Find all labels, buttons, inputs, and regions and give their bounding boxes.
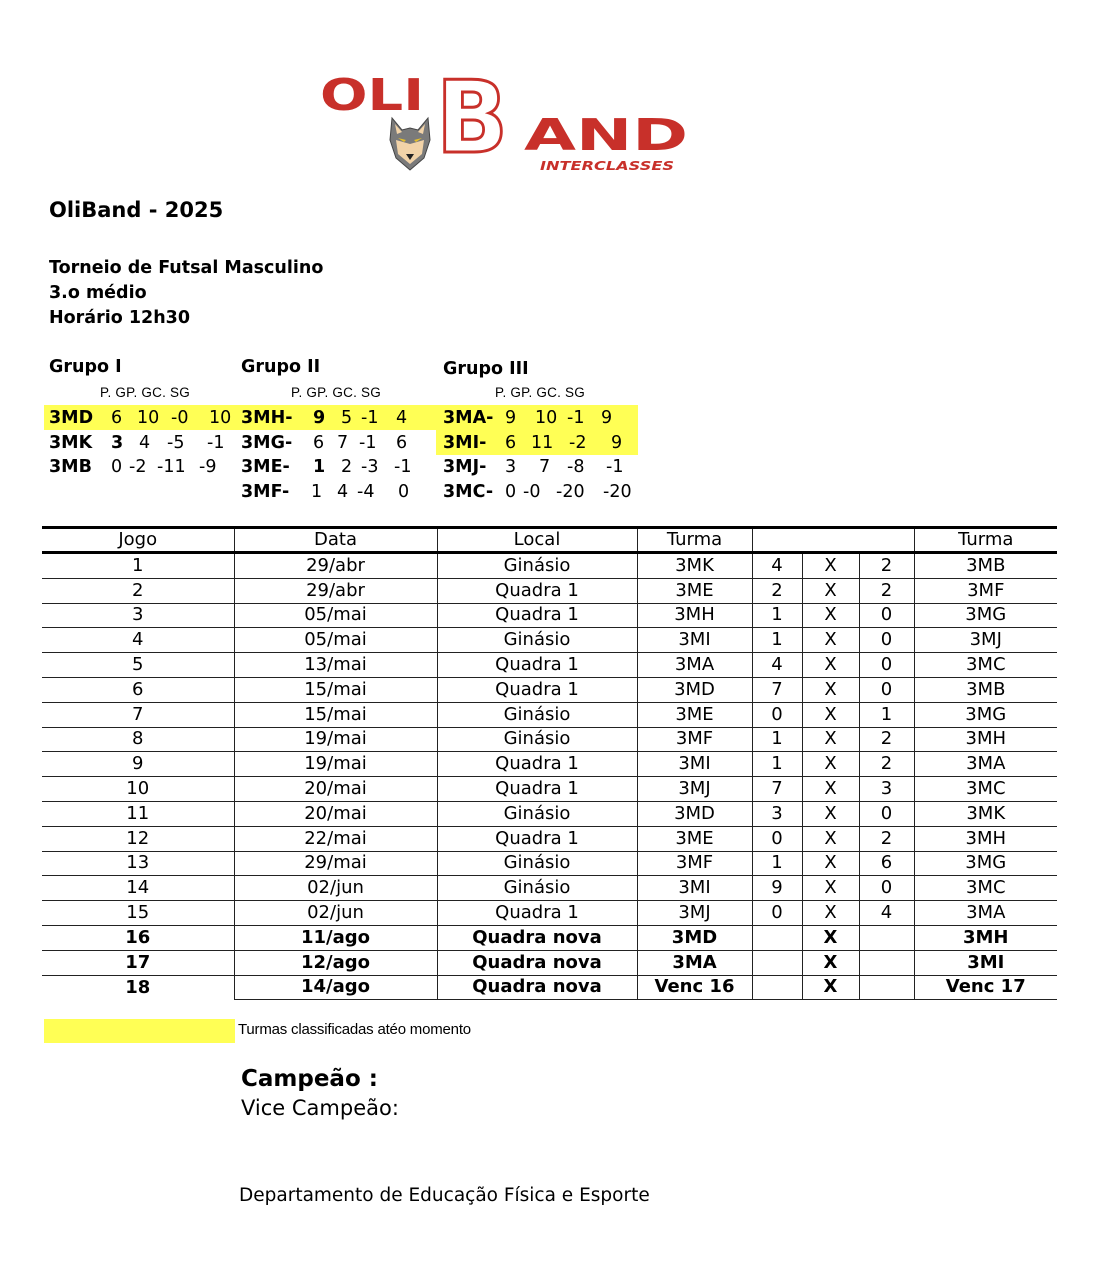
vice-champion-label: Vice Campeão: xyxy=(241,1096,399,1120)
header-turma-away: Turma xyxy=(914,528,1057,553)
cell-score-away: 0 xyxy=(859,677,914,702)
cell-score-away: 0 xyxy=(859,653,914,678)
cell-score-home: 1 xyxy=(752,628,802,653)
cell-score-home xyxy=(752,950,802,975)
standing-team: 3MC- xyxy=(443,482,494,502)
table-row xyxy=(42,702,1057,727)
cell-local: Ginásio xyxy=(437,851,637,876)
cell-versus: X xyxy=(802,901,859,926)
standing-gp: 10 xyxy=(137,408,160,428)
cell-data: 15/mai xyxy=(234,677,437,702)
table-row xyxy=(42,925,1057,950)
cell-data: 02/jun xyxy=(234,901,437,926)
table-row xyxy=(42,950,1057,975)
cell-jogo: 9 xyxy=(42,752,234,777)
standing-points: 9 xyxy=(505,408,517,428)
cell-turma-home: 3MD xyxy=(637,925,752,950)
cell-turma-away: 3MA xyxy=(914,752,1057,777)
cell-turma-home: 3ME xyxy=(637,578,752,603)
cell-turma-home: Venc 16 xyxy=(637,975,752,1000)
cell-jogo: 5 xyxy=(42,653,234,678)
standing-team: 3MI- xyxy=(443,433,487,453)
cell-turma-home: 3MA xyxy=(637,950,752,975)
cell-versus: X xyxy=(802,925,859,950)
cell-jogo: 17 xyxy=(42,950,234,975)
cell-turma-away: 3MC xyxy=(914,876,1057,901)
cell-turma-home: 3MA xyxy=(637,653,752,678)
cell-versus: X xyxy=(802,553,859,579)
cell-data: 14/ago xyxy=(234,975,437,1000)
cell-turma-away: 3MB xyxy=(914,553,1057,579)
cell-data: 22/mai xyxy=(234,826,437,851)
cell-local: Quadra 1 xyxy=(437,653,637,678)
cell-local: Ginásio xyxy=(437,727,637,752)
cell-jogo: 1 xyxy=(42,553,234,579)
standing-sg: 9 xyxy=(611,433,623,453)
cell-turma-home: 3MI xyxy=(637,876,752,901)
cell-score-away: 2 xyxy=(859,578,914,603)
cell-turma-away: 3MB xyxy=(914,677,1057,702)
standing-team: 3MG- xyxy=(241,433,293,453)
champion-label: Campeão : xyxy=(241,1066,378,1092)
cell-jogo: 7 xyxy=(42,702,234,727)
cell-data: 05/mai xyxy=(234,628,437,653)
logo-text-and: AND xyxy=(524,110,688,161)
standing-gc: -20 xyxy=(556,482,585,502)
cell-data: 02/jun xyxy=(234,876,437,901)
cell-local: Quadra nova xyxy=(437,975,637,1000)
cell-turma-away: 3MK xyxy=(914,801,1057,826)
oliband-logo xyxy=(318,66,698,176)
cell-turma-away: Venc 17 xyxy=(914,975,1057,1000)
cell-local: Ginásio xyxy=(437,702,637,727)
standing-points: 6 xyxy=(505,433,517,453)
standing-points: 0 xyxy=(505,482,517,502)
standing-points: 3 xyxy=(111,433,124,453)
cell-jogo: 13 xyxy=(42,851,234,876)
logo-tagline: INTERCLASSES xyxy=(540,159,674,173)
department-footer: Departamento de Educação Física e Esporte xyxy=(239,1185,650,1206)
cell-versus: X xyxy=(802,677,859,702)
cell-local: Quadra 1 xyxy=(437,752,637,777)
cell-turma-away: 3MG xyxy=(914,851,1057,876)
standing-gp: 2 xyxy=(341,457,353,477)
cell-score-away: 2 xyxy=(859,727,914,752)
standing-gc: -3 xyxy=(361,457,379,477)
cell-local: Quadra 1 xyxy=(437,578,637,603)
cell-turma-away: 3MH xyxy=(914,826,1057,851)
standing-team: 3MA- xyxy=(443,408,494,428)
table-header-row xyxy=(42,528,1057,553)
standing-points: 6 xyxy=(111,408,123,428)
standing-sg: 0 xyxy=(398,482,410,502)
cell-jogo: 10 xyxy=(42,777,234,802)
cell-local: Ginásio xyxy=(437,553,637,579)
table-row xyxy=(42,975,1057,1000)
header-local: Local xyxy=(437,528,637,553)
standing-gp: -2 xyxy=(129,457,147,477)
table-row xyxy=(42,801,1057,826)
cell-versus: X xyxy=(802,826,859,851)
cell-score-away: 1 xyxy=(859,702,914,727)
standing-gc: -0 xyxy=(171,408,189,428)
standing-gc: -1 xyxy=(567,408,585,428)
cell-turma-home: 3MJ xyxy=(637,901,752,926)
cell-turma-away: 3MI xyxy=(914,950,1057,975)
standing-sg: -1 xyxy=(394,457,412,477)
cell-score-home: 2 xyxy=(752,578,802,603)
cell-score-away: 3 xyxy=(859,777,914,802)
cell-score-away: 4 xyxy=(859,901,914,926)
cell-score-away: 2 xyxy=(859,553,914,579)
standing-sg: 10 xyxy=(209,408,232,428)
standing-team: 3MB xyxy=(49,457,92,477)
cell-turma-away: 3MH xyxy=(914,925,1057,950)
cell-versus: X xyxy=(802,801,859,826)
standing-gp: 7 xyxy=(539,457,551,477)
standing-points: 6 xyxy=(313,433,325,453)
cell-jogo: 4 xyxy=(42,628,234,653)
standing-sg: -9 xyxy=(199,457,217,477)
header-jogo: Jogo xyxy=(42,528,234,553)
cell-jogo: 8 xyxy=(42,727,234,752)
cell-score-home: 4 xyxy=(752,553,802,579)
cell-score-home xyxy=(752,975,802,1000)
cell-turma-away: 3MC xyxy=(914,777,1057,802)
cell-jogo: 11 xyxy=(42,801,234,826)
cell-turma-home: 3MH xyxy=(637,603,752,628)
table-row xyxy=(42,553,1057,579)
cell-data: 19/mai xyxy=(234,752,437,777)
match-schedule-table xyxy=(42,526,1057,1000)
cell-score-away: 2 xyxy=(859,826,914,851)
cell-local: Quadra 1 xyxy=(437,826,637,851)
cell-versus: X xyxy=(802,752,859,777)
cell-score-away: 0 xyxy=(859,603,914,628)
table-row xyxy=(42,752,1057,777)
cell-versus: X xyxy=(802,653,859,678)
cell-score-away xyxy=(859,975,914,1000)
cell-score-home: 1 xyxy=(752,727,802,752)
cell-local: Quadra 1 xyxy=(437,777,637,802)
standing-gc: -11 xyxy=(157,457,186,477)
standing-team: 3MJ- xyxy=(443,457,487,477)
cell-data: 11/ago xyxy=(234,925,437,950)
cell-score-home: 0 xyxy=(752,702,802,727)
cell-versus: X xyxy=(802,702,859,727)
cell-turma-home: 3ME xyxy=(637,826,752,851)
cell-score-away: 0 xyxy=(859,628,914,653)
cell-score-home: 1 xyxy=(752,851,802,876)
group-columns-header-1: P. GP. GC. SG xyxy=(100,385,190,400)
cell-score-home: 1 xyxy=(752,752,802,777)
cell-turma-away: 3MH xyxy=(914,727,1057,752)
cell-score-home xyxy=(752,925,802,950)
standing-gp: 7 xyxy=(337,433,349,453)
cell-turma-home: 3MK xyxy=(637,553,752,579)
cell-turma-home: 3MF xyxy=(637,851,752,876)
cell-jogo: 12 xyxy=(42,826,234,851)
cell-turma-home: 3MD xyxy=(637,677,752,702)
table-row xyxy=(42,653,1057,678)
header-turma-home: Turma xyxy=(637,528,752,553)
standing-sg: 6 xyxy=(396,433,408,453)
standing-points: 1 xyxy=(313,457,326,477)
standing-points: 3 xyxy=(505,457,517,477)
standing-team: 3MH- xyxy=(241,408,293,428)
legend-text: Turmas classificadas atéo momento xyxy=(238,1021,471,1038)
standing-sg: 4 xyxy=(396,408,408,428)
legend-highlight-swatch xyxy=(44,1019,235,1043)
cell-score-away: 0 xyxy=(859,801,914,826)
cell-local: Quadra nova xyxy=(437,925,637,950)
standing-gc: -1 xyxy=(361,408,379,428)
standing-sg: -1 xyxy=(606,457,624,477)
standing-team: 3MD xyxy=(49,408,94,428)
cell-local: Ginásio xyxy=(437,876,637,901)
logo-text-oli: OLI xyxy=(320,70,424,121)
cell-data: 12/ago xyxy=(234,950,437,975)
standing-sg: -1 xyxy=(207,433,225,453)
cell-versus: X xyxy=(802,851,859,876)
cell-score-home: 0 xyxy=(752,826,802,851)
standing-gc: -1 xyxy=(359,433,377,453)
cell-turma-home: 3MI xyxy=(637,752,752,777)
cell-jogo: 3 xyxy=(42,603,234,628)
group-title-2: Grupo II xyxy=(241,357,321,377)
cell-jogo: 15 xyxy=(42,901,234,926)
cell-jogo: 2 xyxy=(42,578,234,603)
table-row xyxy=(42,876,1057,901)
cell-versus: X xyxy=(802,727,859,752)
cell-score-home: 9 xyxy=(752,876,802,901)
group-title-3: Grupo III xyxy=(443,359,529,379)
standing-team: 3MF- xyxy=(241,482,290,502)
logo-text-b: B xyxy=(436,66,508,176)
group-title-1: Grupo I xyxy=(49,357,122,377)
cell-local: Ginásio xyxy=(437,628,637,653)
group-columns-header-2: P. GP. GC. SG xyxy=(291,385,381,400)
group-columns-header-3: P. GP. GC. SG xyxy=(495,385,585,400)
standing-points: 0 xyxy=(111,457,123,477)
standing-points: 1 xyxy=(311,482,323,502)
tournament-name: Torneio de Futsal Masculino xyxy=(49,258,324,278)
cell-turma-home: 3MJ xyxy=(637,777,752,802)
cell-versus: X xyxy=(802,950,859,975)
table-row xyxy=(42,901,1057,926)
cell-versus: X xyxy=(802,975,859,1000)
cell-score-away xyxy=(859,925,914,950)
table-row xyxy=(42,578,1057,603)
cell-local: Quadra nova xyxy=(437,950,637,975)
cell-jogo: 16 xyxy=(42,925,234,950)
standing-team: 3ME- xyxy=(241,457,290,477)
wolf-icon xyxy=(390,118,430,170)
cell-score-home: 7 xyxy=(752,777,802,802)
cell-score-home: 7 xyxy=(752,677,802,702)
cell-versus: X xyxy=(802,876,859,901)
cell-versus: X xyxy=(802,578,859,603)
cell-turma-home: 3MI xyxy=(637,628,752,653)
cell-data: 29/abr xyxy=(234,553,437,579)
standing-gc: -2 xyxy=(569,433,587,453)
cell-data: 15/mai xyxy=(234,702,437,727)
cell-local: Quadra 1 xyxy=(437,901,637,926)
cell-versus: X xyxy=(802,603,859,628)
standing-gc: -8 xyxy=(567,457,585,477)
table-row xyxy=(42,603,1057,628)
cell-turma-away: 3MF xyxy=(914,578,1057,603)
cell-data: 29/mai xyxy=(234,851,437,876)
cell-turma-home: 3MF xyxy=(637,727,752,752)
standing-points: 9 xyxy=(313,408,326,428)
cell-jogo: 14 xyxy=(42,876,234,901)
cell-turma-away: 3MJ xyxy=(914,628,1057,653)
cell-turma-away: 3MG xyxy=(914,702,1057,727)
cell-score-away xyxy=(859,950,914,975)
table-row xyxy=(42,677,1057,702)
schedule-time: Horário 12h30 xyxy=(49,308,191,328)
cell-score-away: 6 xyxy=(859,851,914,876)
cell-data: 20/mai xyxy=(234,777,437,802)
header-score xyxy=(752,528,914,553)
grade-level: 3.o médio xyxy=(49,283,147,303)
table-row xyxy=(42,777,1057,802)
table-row xyxy=(42,826,1057,851)
standing-gc: -4 xyxy=(357,482,375,502)
cell-jogo: 18 xyxy=(125,976,151,998)
cell-score-home: 3 xyxy=(752,801,802,826)
cell-local: Quadra 1 xyxy=(437,677,637,702)
cell-score-home: 1 xyxy=(752,603,802,628)
cell-data: 29/abr xyxy=(234,578,437,603)
standing-gp: 11 xyxy=(531,433,554,453)
cell-data: 20/mai xyxy=(234,801,437,826)
cell-turma-away: 3MG xyxy=(914,603,1057,628)
cell-score-home: 0 xyxy=(752,901,802,926)
cell-score-home: 4 xyxy=(752,653,802,678)
cell-versus: X xyxy=(802,777,859,802)
standing-gp: 10 xyxy=(535,408,558,428)
cell-turma-away: 3MC xyxy=(914,653,1057,678)
cell-turma-away: 3MA xyxy=(914,901,1057,926)
cell-local: Ginásio xyxy=(437,801,637,826)
standing-gc: -5 xyxy=(167,433,185,453)
header-data: Data xyxy=(234,528,437,553)
cell-data: 05/mai xyxy=(234,603,437,628)
standing-sg: -20 xyxy=(603,482,632,502)
standing-gp: 5 xyxy=(341,408,353,428)
cell-turma-home: 3ME xyxy=(637,702,752,727)
cell-local: Quadra 1 xyxy=(437,603,637,628)
cell-turma-home: 3MD xyxy=(637,801,752,826)
standing-sg: 9 xyxy=(601,408,613,428)
standing-gp: -0 xyxy=(523,482,541,502)
cell-data: 19/mai xyxy=(234,727,437,752)
page-title: OliBand - 2025 xyxy=(49,198,224,222)
cell-data: 13/mai xyxy=(234,653,437,678)
cell-jogo: 6 xyxy=(42,677,234,702)
standing-team: 3MK xyxy=(49,433,93,453)
table-row xyxy=(42,628,1057,653)
standing-gp: 4 xyxy=(139,433,151,453)
standing-gp: 4 xyxy=(337,482,349,502)
cell-versus: X xyxy=(802,628,859,653)
cell-score-away: 0 xyxy=(859,876,914,901)
table-row xyxy=(42,727,1057,752)
cell-score-away: 2 xyxy=(859,752,914,777)
table-row xyxy=(42,851,1057,876)
